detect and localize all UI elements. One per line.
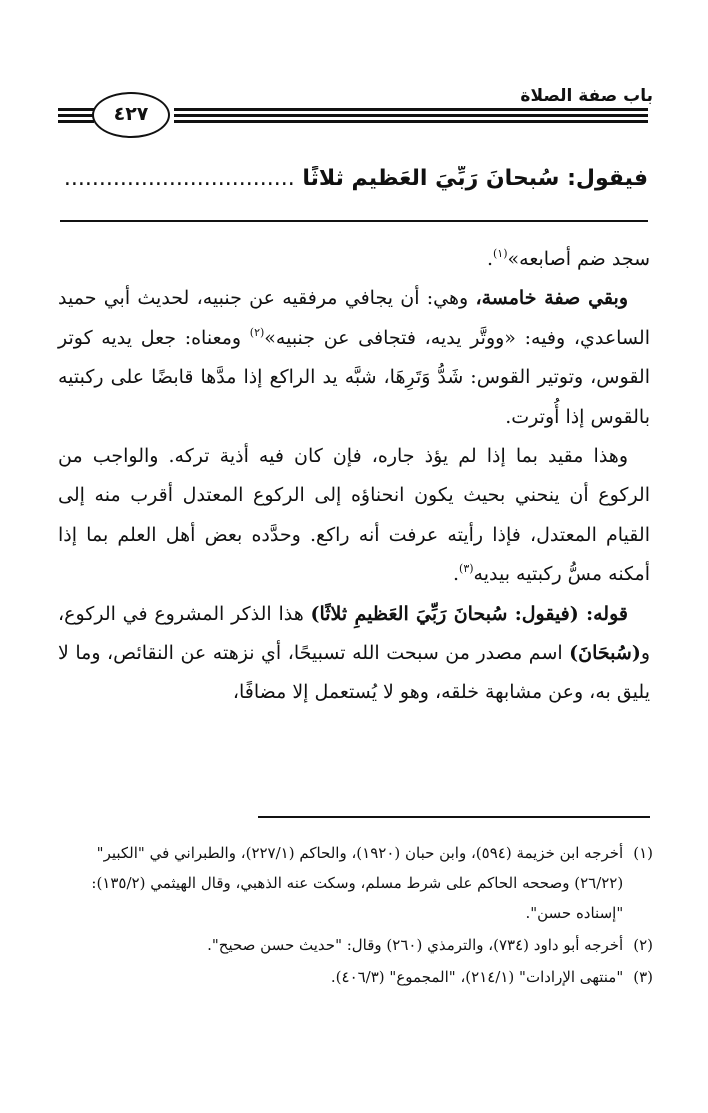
paragraph: سجد ضم أصابعه»$^{(١)}$. bbox=[486, 247, 650, 270]
page-number: ٤٢٧ bbox=[92, 92, 170, 138]
footnote bbox=[53, 962, 653, 992]
header-rule bbox=[58, 114, 94, 117]
header-rule bbox=[58, 108, 94, 111]
paragraph: قوله: (فيقول: سُبحانَ رَبِّيَ العَظيمِ ثلاثًا) هذا الذكر المشروع في الركوع، و(سُبحَانَ) اسم مصدر من سبحت الله تسبيحًا، أي نزهته عن النقائص، وما لا يليق به، وعن مشابهة خلقه، وهو لا يُستعمل إلا مضافًا، bbox=[58, 602, 650, 704]
matn-headline bbox=[54, 166, 648, 191]
footnote-number: (٣) bbox=[633, 968, 653, 986]
footnote bbox=[53, 930, 653, 960]
matn-lead: فيقول: bbox=[567, 166, 648, 191]
footnote-number: (٢) bbox=[633, 936, 653, 954]
footnotes bbox=[53, 838, 653, 994]
commentary-body bbox=[58, 240, 650, 713]
footnote-number: (١) bbox=[633, 844, 653, 862]
footnote-separator bbox=[258, 816, 650, 818]
chapter-title: باب صفة الصلاة bbox=[520, 86, 653, 106]
matn-quote: سُبحانَ رَبِّيَ العَظيمِ ثلاثًا bbox=[302, 166, 560, 191]
footnote-text: أخرجه ابن خزيمة (٥٩٤)، وابن حبان (١٩٢٠)، والحاكم (٢٢٧/١)، والطبراني في "الكبير" (٢٦/٢٢) وصححه الحاكم على شرط مسلم، وسكت عنه الذهبي، وقال الهيثمي (١٣٥/٢): "إسناده حسن". bbox=[91, 844, 624, 922]
footnote bbox=[53, 838, 653, 928]
paragraph: وبقي صفة خامسة، وهي: أن يجافي مرفقيه عن جنبيه، لحديث أبي حميد الساعدي، وفيه: «ووتَّر يديه، فتجافى عن جنبيه»$^{(٢)}$ ومعناه: جعل يديه كوتر القوس، وتوتير القوس: شَدُّ وَتَرِهَا، شبَّه يد الراكع إذا مدَّها قابضًا على ركبتيه بالقوس إذا أُوترت. bbox=[58, 287, 650, 428]
bold-phrase: وبقي صفة خامسة، bbox=[475, 287, 628, 310]
footnote-ref: (٢) bbox=[249, 325, 265, 339]
header-rule bbox=[174, 108, 648, 111]
paragraph: وهذا مقيد بما إذا لم يؤذ جاره، فإن كان فيه أذية تركه. والواجب من الركوع أن ينحني بحيث يكون انحناؤه إلى الركوع المعتدل أقرب منه إلى القيام المعتدل، فإذا رأيته عرفت أنه راكع. وحدَّده بعض أهل العلم بما إذا أمكنه مسُّ ركبتيه بيديه$^{(٣)}$. bbox=[58, 445, 650, 586]
footnote-ref: (٣) bbox=[459, 562, 474, 576]
header-rule bbox=[58, 120, 94, 123]
matn-dots: ................................. bbox=[63, 166, 295, 191]
bold-phrase: قوله: (فيقول: سُبحانَ رَبِّيَ العَظيمِ ثلاثًا) bbox=[310, 602, 628, 625]
footnote-text: أخرجه أبو داود (٧٣٤)، والترمذي (٢٦٠) وقال: "حديث حسن صحيح". bbox=[207, 936, 624, 954]
header-rule bbox=[174, 114, 648, 117]
footnote-ref: (١) bbox=[493, 247, 508, 260]
bold-phrase: (سُبحَانَ) bbox=[569, 642, 641, 665]
matn-separator bbox=[60, 220, 648, 222]
footnote-text: "منتهى الإرادات" (٢١٤/١)، "المجموع" (٤٠٦/٣). bbox=[330, 968, 624, 986]
header-rule bbox=[174, 120, 648, 123]
